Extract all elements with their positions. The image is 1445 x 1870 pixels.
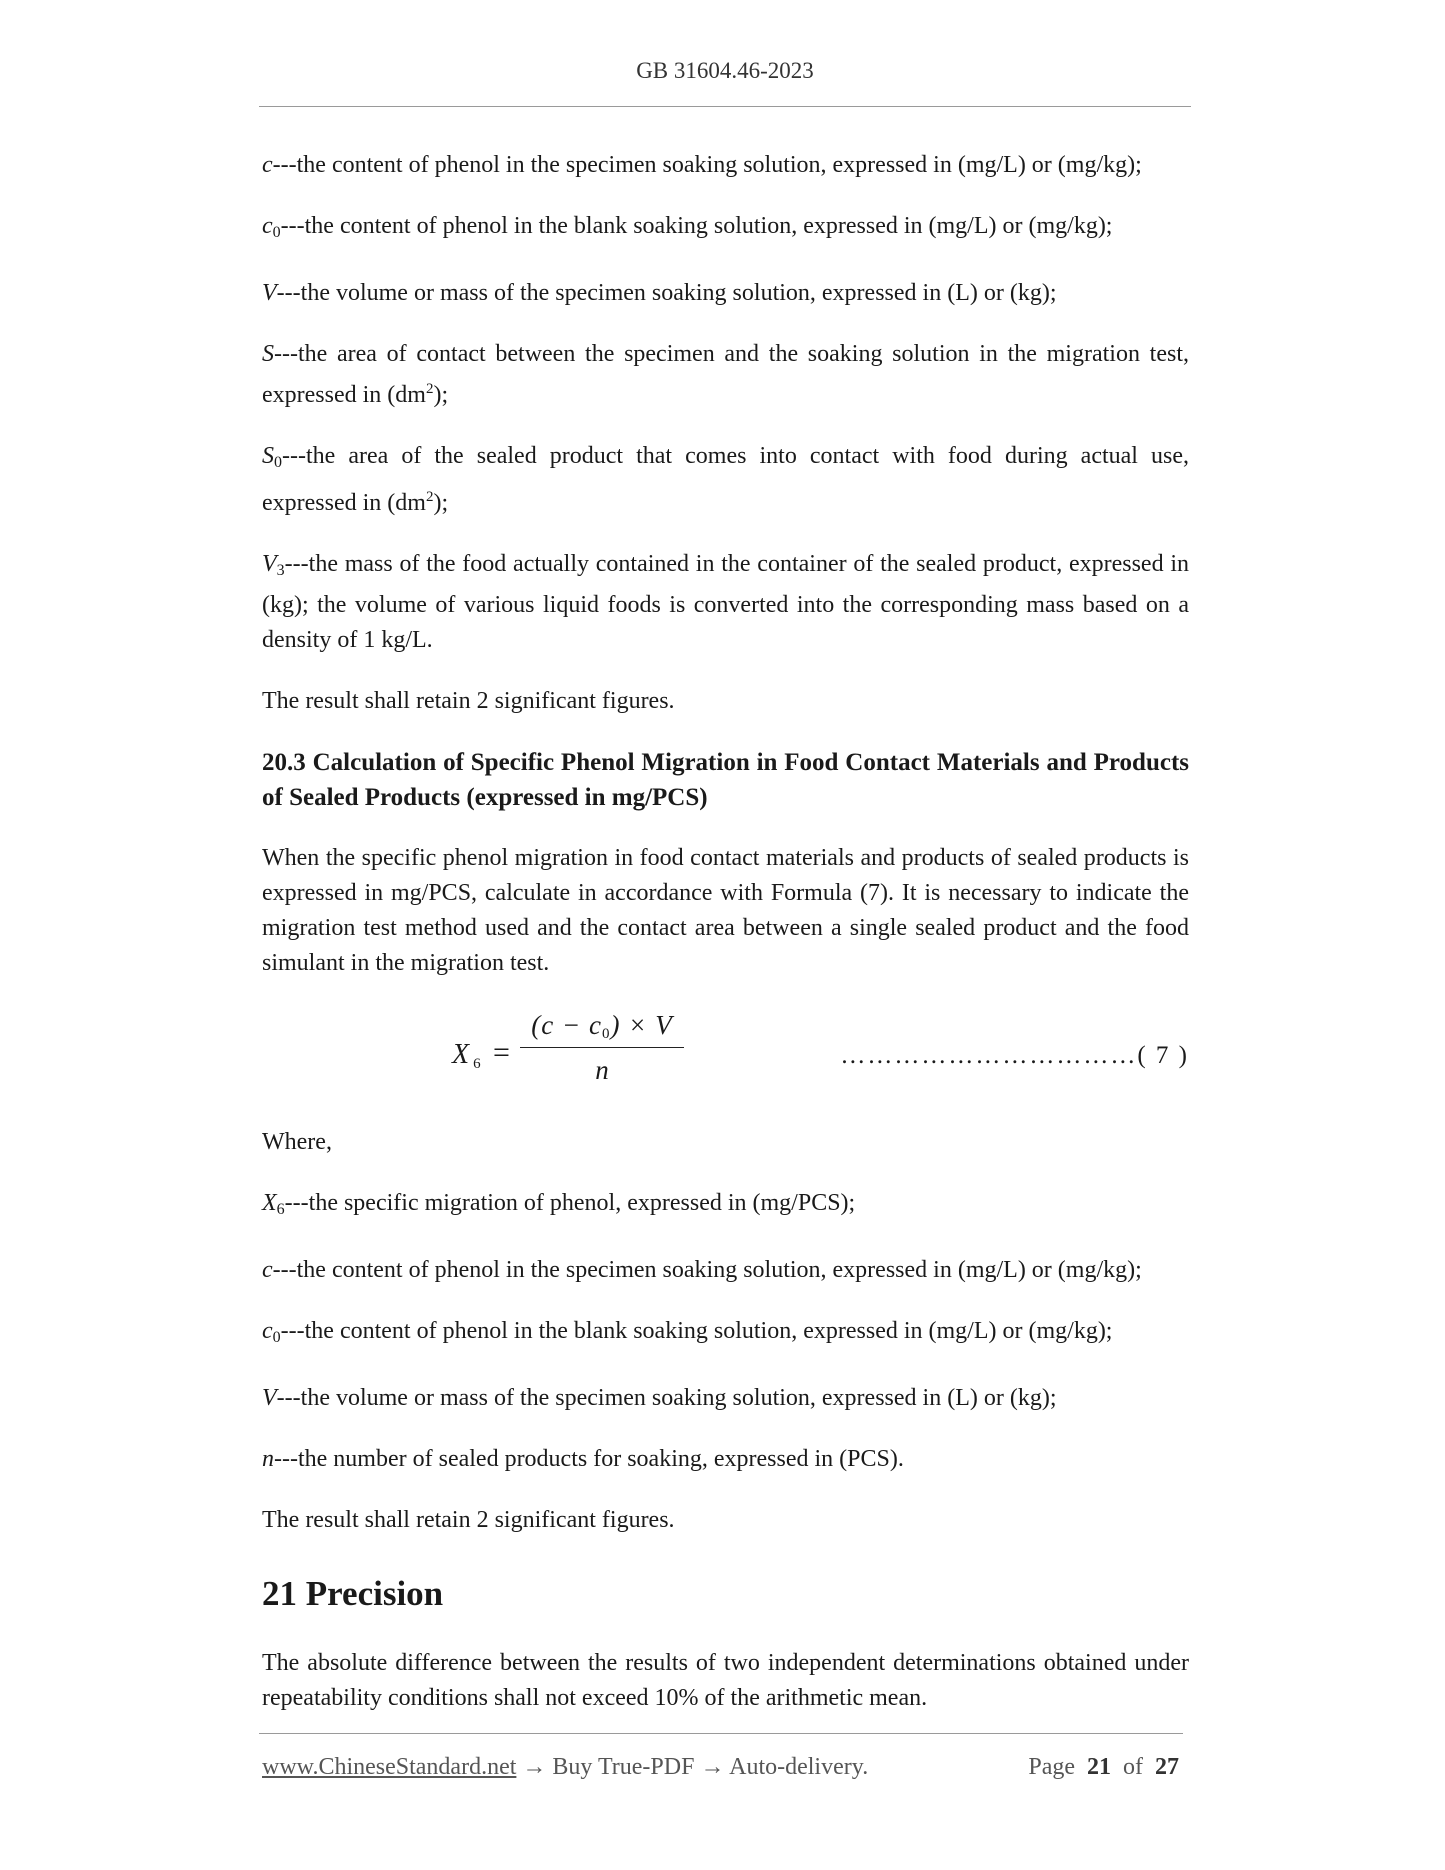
fraction-bar: [520, 1047, 684, 1048]
def-v-2: V---the volume or mass of the specimen soaking solution, expressed in (L) or (kg);: [262, 1385, 1057, 1411]
def-n: n---the number of sealed products for soaking, expressed in (PCS).: [262, 1446, 904, 1472]
def-c0: $c_0--$-the content of phenol in the blank soaking solution, expressed in (mg/L) or (mg/kg);: [262, 213, 1113, 241]
section-20-3-intro: When the specific phenol migration in food contact materials and products of sealed products is expressed in mg/PCS, calculate in accordance with Formula (7). It is necessary to indicate the migration test method used and the contact area between a single sealed product and the food simulant in the migration test.: [262, 845, 1189, 976]
section-20-3-heading: 20.3 Calculation of Specific Phenol Migration in Food Contact Materials and Products of Sealed Products (expressed in mg/PCS): [262, 749, 1189, 811]
def-x6: $X_6--$-the specific migration of phenol, expressed in (mg/PCS);: [262, 1190, 856, 1218]
section-21-heading: 21 Precision: [262, 1574, 444, 1613]
formula-reference: ……………………………( 7 ): [840, 1042, 1189, 1069]
result-note-2: The result shall retain 2 significant figures.: [262, 1507, 675, 1533]
formula-equals: =: [493, 1036, 510, 1069]
def-c0-2: $c_0--$-the content of phenol in the blank soaking solution, expressed in (mg/L) or (mg/kg);: [262, 1318, 1113, 1346]
footer-links: [262, 1754, 868, 1781]
def-v: V---the volume or mass of the specimen soaking solution, expressed in (L) or (kg);: [262, 280, 1057, 306]
def-s: S---the area of contact between the specimen and the soaking solution in the migration test, expressed in $(dm^2)$;: [262, 341, 1189, 408]
formula-denominator: n: [595, 1055, 609, 1085]
result-note-1: The result shall retain 2 significant figures.: [262, 688, 675, 714]
def-c-2: c---the content of phenol in the specimen soaking solution, expressed in (mg/L) or (mg/kg);: [262, 1257, 1142, 1283]
formula-numerator: $(c - c_0) \times V$: [531, 1010, 673, 1042]
page-header: GB 31604.46-2023: [636, 58, 814, 83]
footer-divider: [259, 1733, 1183, 1734]
section-21-text: The absolute difference between the results of two independent determinations obtained under repeatability conditions shall not exceed 10% of the arithmetic mean.: [262, 1650, 1189, 1711]
page-number: Page 21 of 27: [1028, 1754, 1179, 1780]
site-link[interactable]: www.ChineseStandard.net: [262, 1754, 517, 1780]
def-c: c---the content of phenol in the specimen soaking solution, expressed in (mg/L) or (mg/kg);: [262, 152, 1142, 178]
footer-arrow-text: → Buy True-PDF → Auto-delivery.: [516, 1754, 869, 1780]
formula-fraction: [520, 1007, 684, 1086]
formula-7: [262, 1007, 1189, 1103]
header-divider: [259, 106, 1191, 107]
def-s0: $S_0--$-the area of the sealed product that comes into contact with food during actual use, expressed in $(dm^2)$;: [262, 443, 1189, 516]
where-label: Where,: [262, 1129, 332, 1155]
def-v3: $V_3--$-the mass of the food actually contained in the container of the sealed product, expressed in (kg); the volume of various liquid foods is converted into the corresponding mass based on a density of 1 kg/L.: [262, 551, 1189, 653]
formula-lhs: X $_6$: [452, 1039, 481, 1072]
page-content: [262, 148, 1189, 1742]
